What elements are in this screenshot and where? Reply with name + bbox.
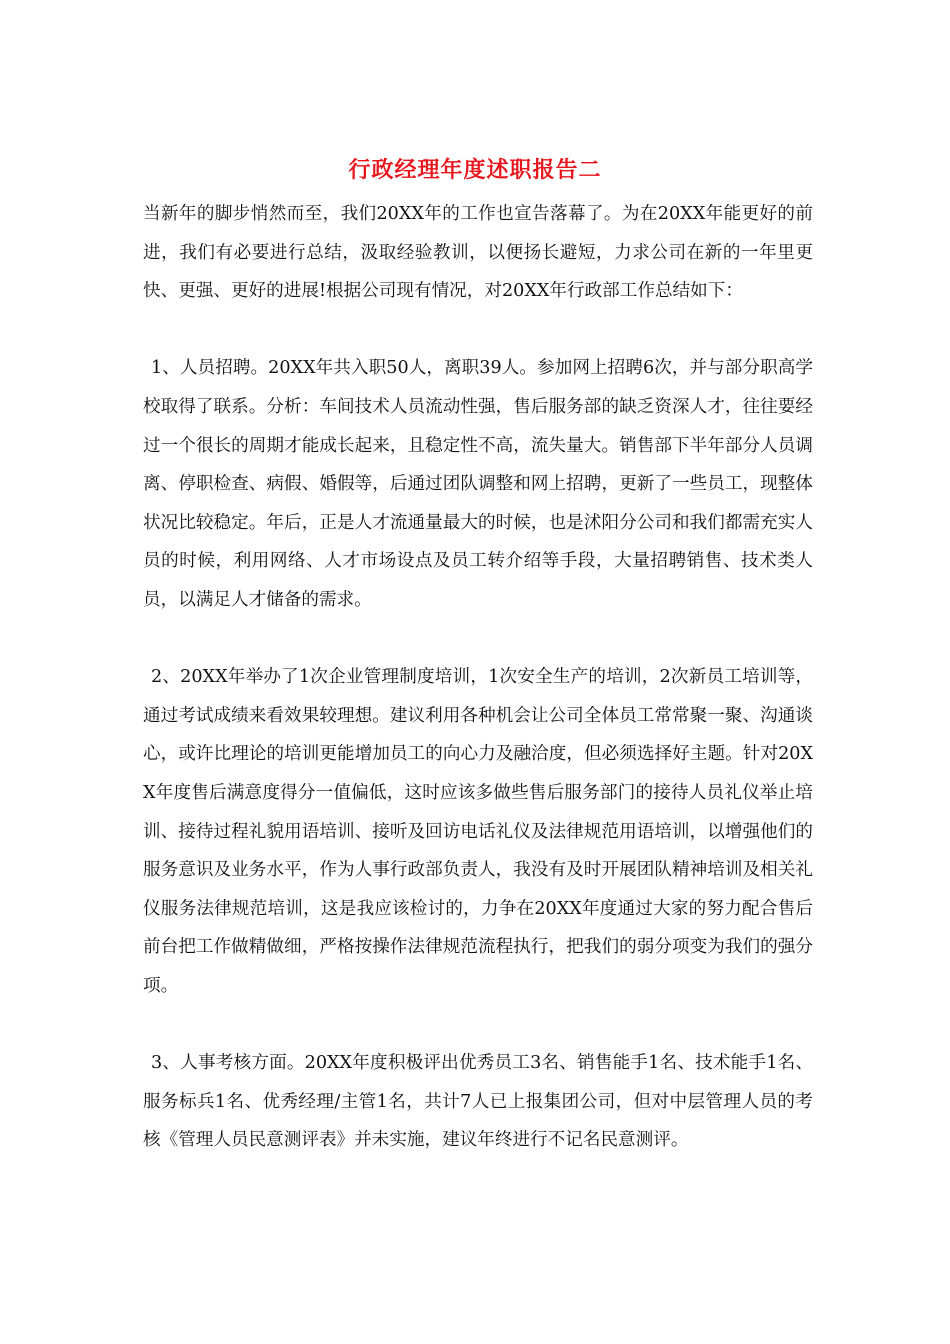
paragraph-spacer [143, 1005, 813, 1044]
intro-paragraph: 当新年的脚步悄然而至，我们20XX年的工作也宣告落幕了。为在20XX年能更好的前进，我们有必要进行总结，汲取经验教训，以便扬长避短，力求公司在新的一年里更快、更强、更好的进展!根据公司现有情况，对20XX年行政部工作总结如下： [143, 204, 813, 302]
document-title: 行政经理年度述职报告二 [348, 157, 602, 183]
recruitment-paragraph: 1、人员招聘。20XX年共入职50人，离职39人。参加网上招聘6次，并与部分职高学校取得了联系。分析：车间技术人员流动性强，售后服务部的缺乏资深人才，往往要经过一个很长的周期才能成长起来，且稳定性不高，流失量大。销售部下半年部分人员调离、停职检查、病假、婚假等，后通过团队调整和网上招聘，更新了一些员工，现整体状况比较稳定。年后，正是人才流通量最大的时候，也是沭阳分公司和我们都需充实人员的时候，利用网络、人才市场设点及员工转介绍等手段，大量招聘销售、技术类人员，以满足人才储备的需求。 [143, 358, 813, 610]
paragraph-spacer [143, 311, 813, 350]
paragraph-spacer [143, 620, 813, 659]
assessment-paragraph: 3、人事考核方面。20XX年度积极评出优秀员工3名、销售能手1名、技术能手1名、服务标兵1名、优秀经理/主管1名，共计7人已上报集团公司，但对中层管理人员的考核《管理人员民意测评表》并未实施，建议年终进行不记名民意测评。 [143, 1053, 813, 1151]
training-paragraph: 2、20XX年举办了1次企业管理制度培训，1次安全生产的培训，2次新员工培训等，通过考试成绩来看效果较理想。建议利用各种机会让公司全体员工常常聚一聚、沟通谈心，或许比理论的培训更能增加员工的向心力及融洽度，但必须选择好主题。针对20XX年度售后满意度得分一值偏低，这时应该多做些售后服务部门的接待人员礼仪举止培训、接待过程礼貌用语培训、接听及回访电话礼仪及法律规范用语培训，以增强他们的服务意识及业务水平，作为人事行政部负责人，我没有及时开展团队精神培训及相关礼仪服务法律规范培训，这是我应该检讨的，力争在20XX年度通过大家的努力配合售后前台把工作做精做细，严格按操作法律规范流程执行，把我们的弱分项变为我们的强分项。 [143, 667, 813, 996]
document-body [143, 195, 813, 1160]
